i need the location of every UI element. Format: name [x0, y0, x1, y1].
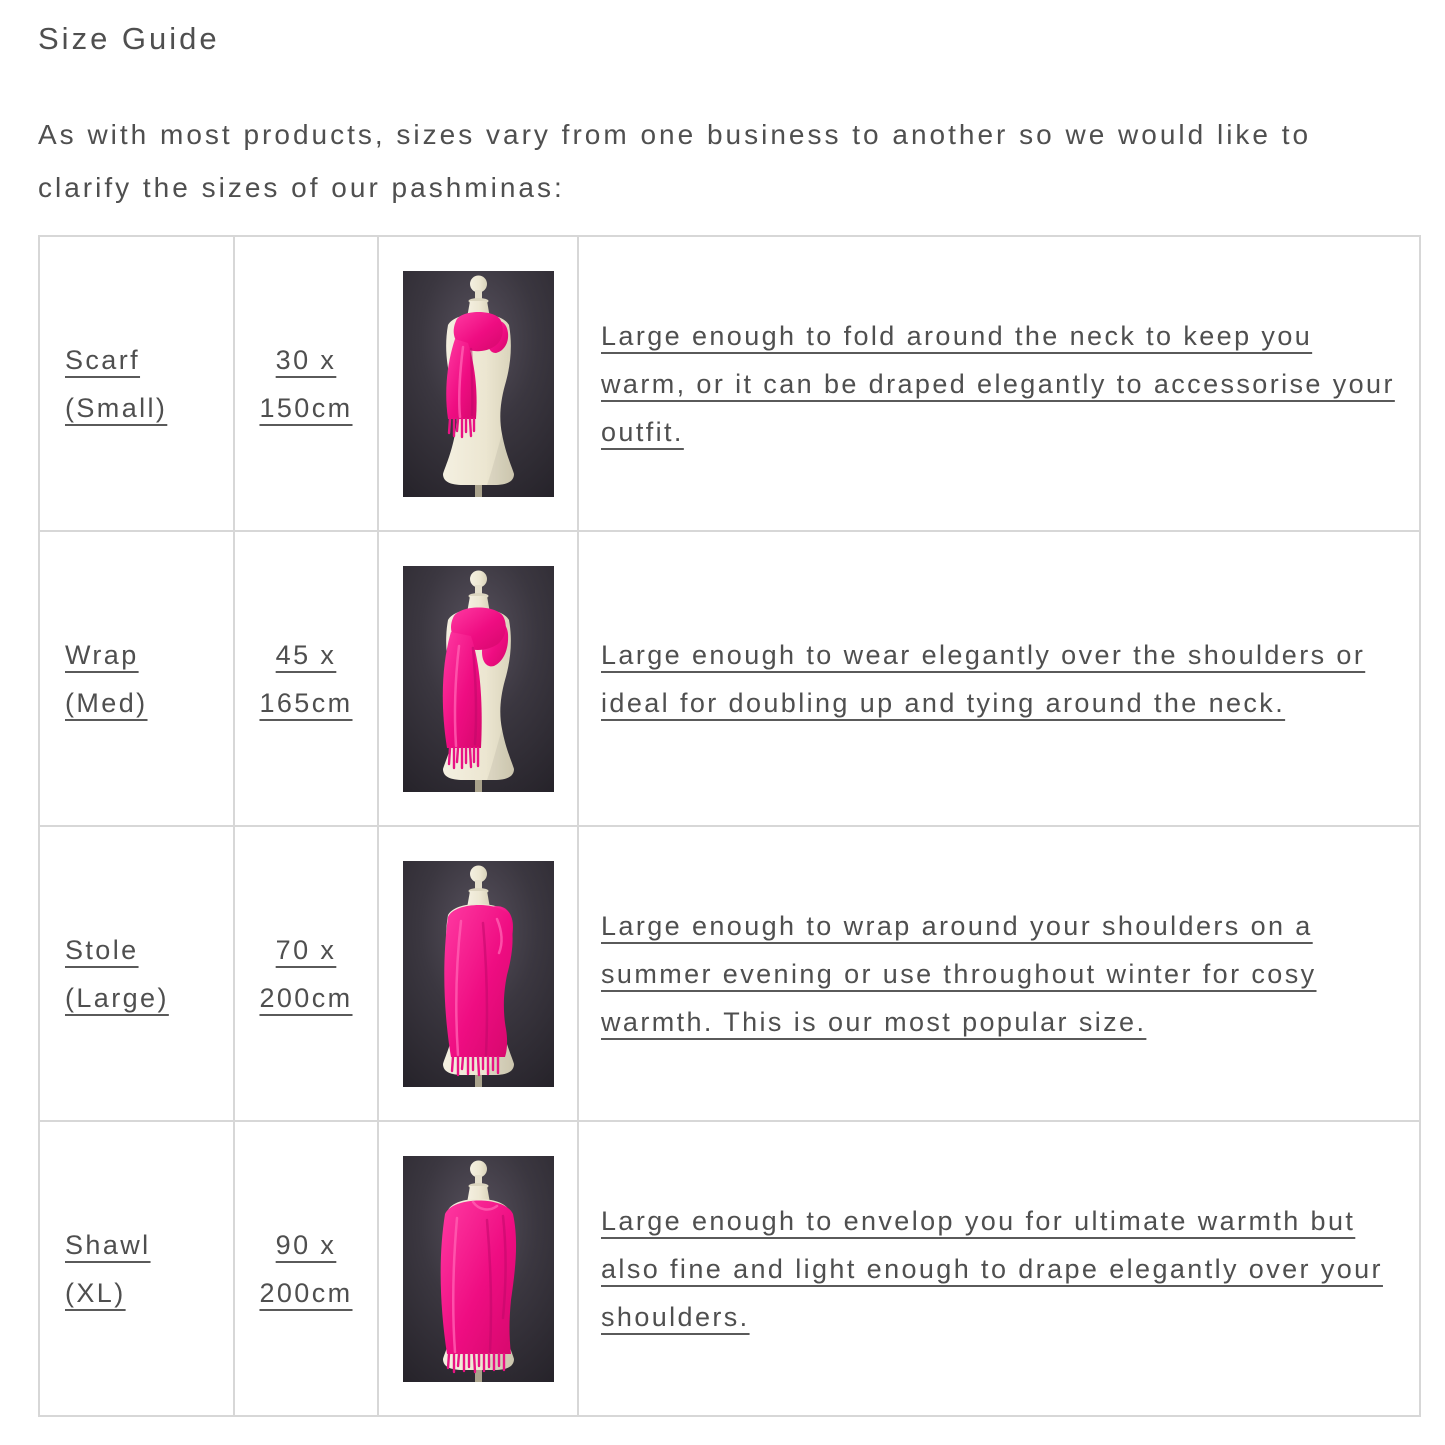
- size-description-text: Large enough to wear elegantly over the shoulders or ideal for doubling up and tying around the neck.: [601, 639, 1366, 718]
- size-description-text: Large enough to envelop you for ultimate warmth but also fine and light enough to drape elegantly over your shoulders.: [601, 1205, 1383, 1332]
- size-name-cell: [39, 236, 234, 531]
- product-photo: [403, 566, 554, 792]
- product-photo: [403, 271, 554, 497]
- size-name-cell: [39, 826, 234, 1121]
- size-dimensions-text: 90 x 200cm: [259, 1229, 353, 1308]
- pashmina-mannequin-illustration: [403, 861, 554, 1087]
- size-name-text: Wrap (Med): [65, 639, 148, 718]
- size-name-text: Shawl (XL): [65, 1229, 151, 1308]
- size-dimensions-text: 70 x 200cm: [259, 934, 353, 1013]
- size-dimensions-cell: [234, 236, 378, 531]
- page-title: Size Guide: [38, 21, 220, 56]
- size-description-cell: [578, 531, 1420, 826]
- size-dimensions-text: 45 x 165cm: [259, 639, 353, 718]
- size-dimensions-text: 30 x 150cm: [259, 344, 353, 423]
- size-name-text: Scarf (Small): [65, 344, 168, 423]
- size-description-cell: [578, 1121, 1420, 1416]
- table-row: [39, 826, 1420, 1121]
- size-dimensions-cell: [234, 1121, 378, 1416]
- product-image-cell: [378, 236, 578, 531]
- table-row: [39, 236, 1420, 531]
- table-row: [39, 531, 1420, 826]
- pashmina-mannequin-illustration: [403, 271, 554, 497]
- size-dimensions-cell: [234, 826, 378, 1121]
- pashmina-mannequin-illustration: [403, 1156, 554, 1382]
- size-dimensions-cell: [234, 531, 378, 826]
- size-name-cell: [39, 1121, 234, 1416]
- intro-paragraph: As with most products, sizes vary from one business to another so we would like to clarify the sizes of our pashminas:: [38, 119, 1312, 203]
- product-photo: [403, 861, 554, 1087]
- size-description-cell: [578, 826, 1420, 1121]
- product-image-cell: [378, 826, 578, 1121]
- size-guide-table: [38, 235, 1421, 1417]
- size-description-text: Large enough to wrap around your shoulders on a summer evening or use throughout winter for cosy warmth. This is our most popular size.: [601, 910, 1317, 1037]
- product-image-cell: [378, 1121, 578, 1416]
- table-row: [39, 1121, 1420, 1416]
- size-name-cell: [39, 531, 234, 826]
- product-image-cell: [378, 531, 578, 826]
- size-description-text: Large enough to fold around the neck to keep you warm, or it can be draped elegantly to accessorise your outfit.: [601, 320, 1395, 447]
- product-photo: [403, 1156, 554, 1382]
- size-name-text: Stole (Large): [65, 934, 169, 1013]
- pashmina-mannequin-illustration: [403, 566, 554, 792]
- size-table-body: [39, 236, 1420, 1416]
- size-description-cell: [578, 236, 1420, 531]
